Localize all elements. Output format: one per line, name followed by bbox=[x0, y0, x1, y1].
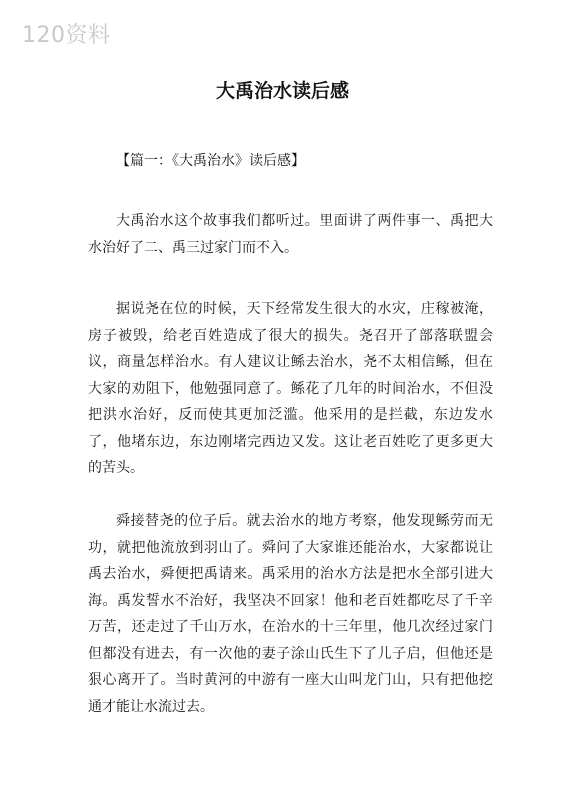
section-heading: 【篇一：《大禹治水》读后感】 bbox=[116, 153, 305, 169]
document-title: 大禹治水读后感 bbox=[215, 80, 349, 102]
watermark: 120资料 bbox=[22, 23, 111, 48]
paragraph-1: 大禹治水这个故事我们都听过。里面讲了两件事一、禹把大水治好了二、禹三过家门而不入。 bbox=[88, 213, 493, 256]
paragraph-3: 舜接替尧的位子后。就去治水的地方考察，他发现鲧劳而无功，就把他流放到羽山了。舜问了大家谁还能治水，大家都说让禹去治水，舜便把禹请来。禹采用的治水方法是把水全部引进大海。禹发誓水不治好，我坚决不回家！他和老百姓都吃尽了千辛万苦，还走过了千山万水，在治水的十三年里，他几次经过家门但都没有进去，有一次他的妻子涂山氏生下了儿子启，但他还是狠心离开了。当时黄河的中游有一座大山叫龙门山，只有把他挖通才能让水流过去。 bbox=[88, 513, 493, 715]
paragraph-2: 据说尧在位的时候，天下经常发生很大的水灾，庄稼被淹，房子被毁，给老百姓造成了很大的损失。尧召开了部落联盟会议，商量怎样治水。有人建议让鲧去治水，尧不太相信鲧，但在大家的劝阻下，他勉强同意了。鲧花了几年的时间治水，不但没把洪水治好，反而使其更加泛滥。他采用的是拦截，东边发水了，他堵东边，东边刚堵完西边又发。这让老百姓吃了更多更大的苦头。 bbox=[88, 301, 493, 476]
